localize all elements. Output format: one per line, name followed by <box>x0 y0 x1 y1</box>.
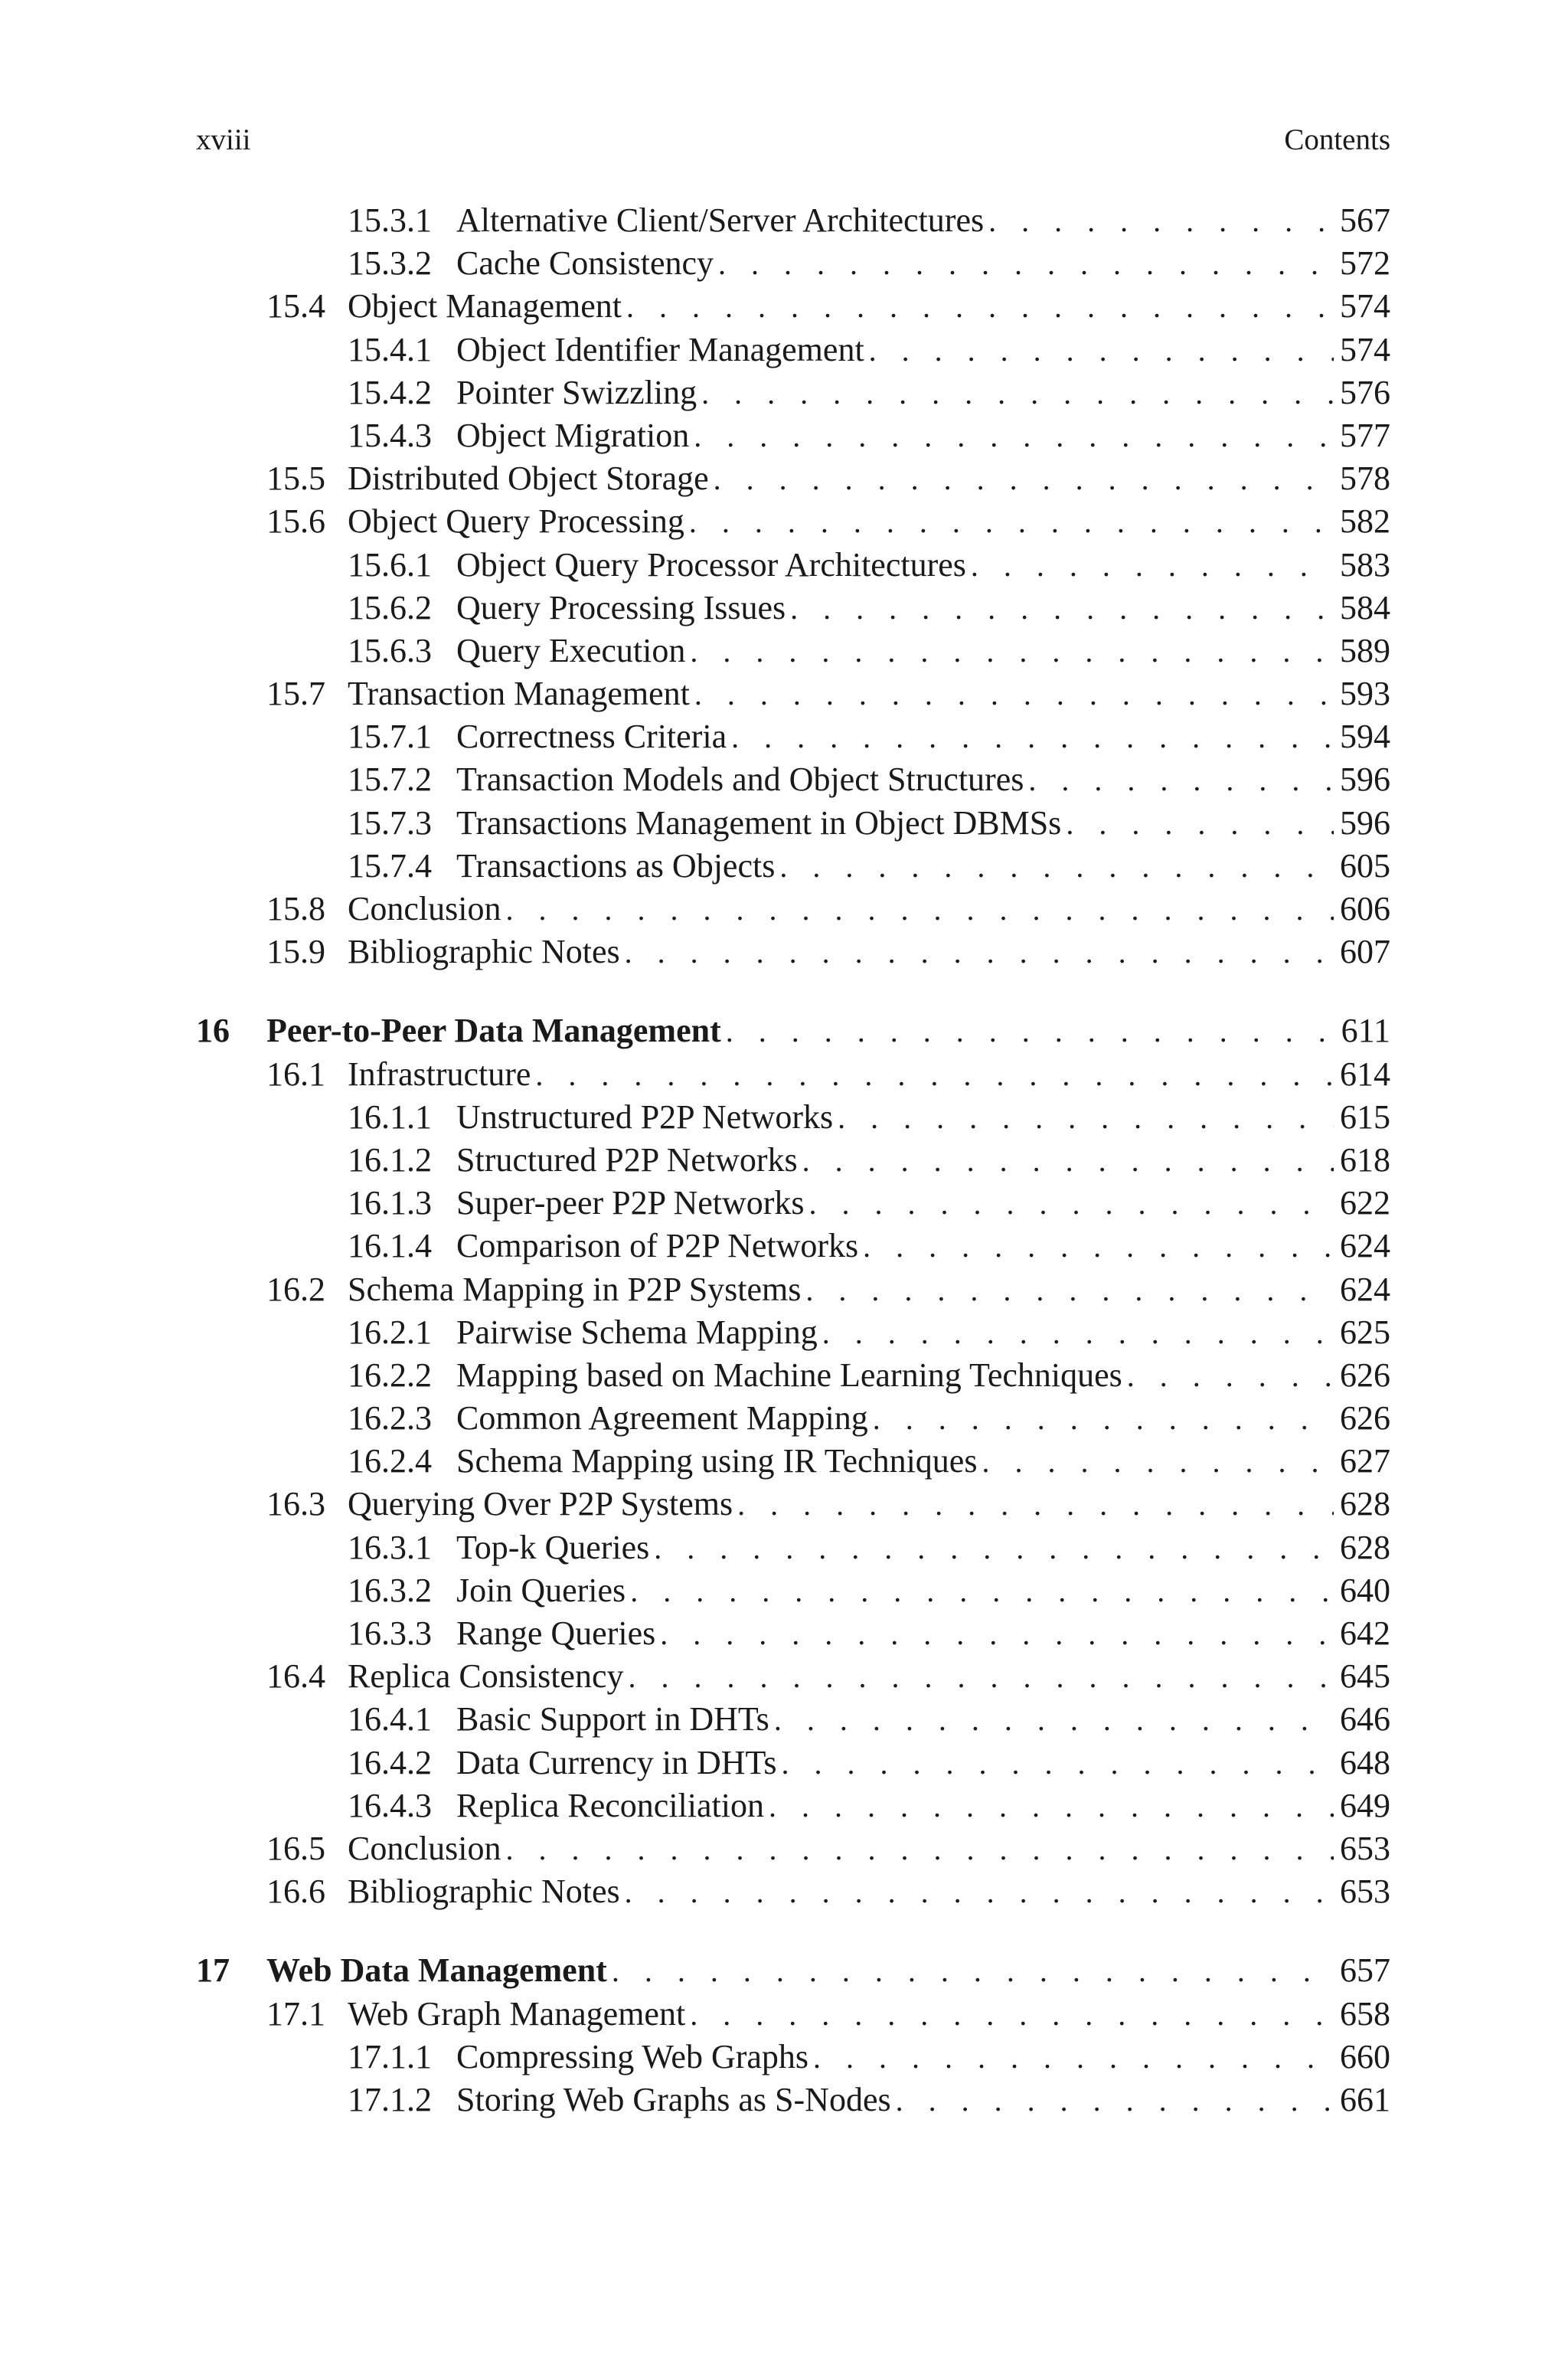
toc-entry-number: 15.7.3 <box>348 803 432 842</box>
toc-entry-page: 640 <box>1334 1569 1390 1612</box>
dot-leader <box>802 1140 1334 1182</box>
toc-entry[interactable] <box>196 371 1390 414</box>
toc-entry-number: 15.6 <box>266 502 325 541</box>
toc-entry-page: 646 <box>1334 1698 1390 1741</box>
toc-entry[interactable] <box>196 1440 1390 1483</box>
toc-entry-line <box>456 1440 1390 1483</box>
toc-entry-number: 15.7 <box>266 675 325 713</box>
toc-entry-page: 618 <box>1334 1139 1390 1182</box>
dot-leader <box>629 1656 1334 1699</box>
toc-entry-number: 16.2.4 <box>348 1442 432 1480</box>
toc-entry-title: Structured P2P Networks <box>456 1139 802 1182</box>
toc-entry-line <box>456 1569 1390 1613</box>
toc-entry-page: 607 <box>1334 931 1390 973</box>
toc-entry-page: 574 <box>1334 329 1390 371</box>
toc-entry-number: 15.4.2 <box>348 373 432 411</box>
dot-leader <box>1028 759 1334 802</box>
toc-entry-number: 15.4.3 <box>348 416 432 454</box>
toc-entry-page: 593 <box>1334 672 1390 715</box>
toc-entry-line <box>266 1009 1390 1053</box>
toc-entry-number: 16.5 <box>266 1829 325 1867</box>
toc-entry-line <box>348 1655 1390 1699</box>
toc-entry[interactable] <box>196 1053 1390 1096</box>
toc-entry-line <box>456 845 1390 888</box>
dot-leader <box>694 673 1334 716</box>
toc-entry-title: Object Identifier Management <box>456 329 869 371</box>
toc-entry-page: 596 <box>1334 758 1390 801</box>
dot-leader <box>1127 1355 1334 1398</box>
toc-entry-title: Basic Support in DHTs <box>456 1698 774 1741</box>
toc-entry-number: 15.8 <box>266 890 325 927</box>
toc-entry-page: 653 <box>1334 1870 1390 1913</box>
dot-leader <box>988 200 1334 243</box>
toc-entry-page: 614 <box>1334 1053 1390 1096</box>
toc-entry-number: 16.3.2 <box>348 1571 432 1609</box>
toc-entry-title: Conclusion <box>348 888 505 931</box>
toc-entry-title: Pairwise Schema Mapping <box>456 1311 822 1354</box>
toc-entry-page: 589 <box>1334 630 1390 672</box>
dot-leader <box>896 2079 1334 2122</box>
toc-entry[interactable] <box>196 1784 1390 1827</box>
toc-entry-title: Compressing Web Graphs <box>456 2036 813 2079</box>
dot-leader <box>660 1613 1334 1656</box>
toc-entry-title: Transaction Models and Object Structures <box>456 758 1028 801</box>
toc-entry-line <box>348 1483 1390 1526</box>
toc-entry[interactable] <box>196 1354 1390 1397</box>
toc-entry-line <box>456 544 1390 587</box>
toc-entry-number: 16.1.2 <box>348 1140 432 1179</box>
toc-entry-line <box>456 2079 1390 2122</box>
toc-entry-title: Comparison of P2P Networks <box>456 1225 863 1268</box>
dot-leader <box>718 243 1334 286</box>
dot-leader <box>625 931 1334 974</box>
toc-entry[interactable] <box>196 1311 1390 1354</box>
toc-entry[interactable] <box>196 1993 1390 2036</box>
toc-entry-title: Pointer Swizzling <box>456 371 701 414</box>
dot-leader <box>982 1441 1334 1483</box>
toc-entry-page: 615 <box>1334 1096 1390 1139</box>
toc-entry[interactable] <box>196 2079 1390 2121</box>
toc-entry-title: Cache Consistency <box>456 242 718 285</box>
toc-entry[interactable] <box>196 802 1390 845</box>
toc-entry-line <box>456 758 1390 802</box>
toc-entry-number: 17 <box>196 1951 230 1990</box>
toc-entry-line <box>456 1526 1390 1570</box>
toc-entry[interactable] <box>196 630 1390 672</box>
toc-entry[interactable] <box>196 285 1390 328</box>
toc-entry[interactable] <box>196 931 1390 973</box>
toc-entry-line <box>456 1612 1390 1656</box>
toc-entry-number: 16.1.1 <box>348 1097 432 1136</box>
dot-leader <box>774 1699 1334 1742</box>
dot-leader <box>535 1054 1334 1097</box>
toc-entry-number: 17.1.2 <box>348 2080 432 2118</box>
toc-entry-page: 642 <box>1334 1612 1390 1655</box>
toc-entry-number: 15.3.1 <box>348 201 432 239</box>
toc-entry-line <box>348 931 1390 974</box>
page-header <box>196 123 1390 161</box>
toc-entry-title: Object Query Processor Architectures <box>456 544 971 587</box>
dot-leader <box>790 587 1334 630</box>
toc-entry-page: 624 <box>1334 1268 1390 1311</box>
toc-entry-line <box>348 672 1390 716</box>
dot-leader <box>838 1097 1334 1140</box>
toc-entry-line <box>456 1139 1390 1182</box>
toc-entry-page: 648 <box>1334 1742 1390 1784</box>
toc-entry-title: Object Management <box>348 285 626 328</box>
dot-leader <box>971 545 1334 587</box>
toc-entry-title: Schema Mapping in P2P Systems <box>348 1268 805 1311</box>
toc-entry[interactable] <box>196 888 1390 931</box>
dot-leader <box>869 329 1334 372</box>
toc-entry-page: 628 <box>1334 1526 1390 1569</box>
toc-entry[interactable] <box>196 587 1390 630</box>
toc-entry-title: Correctness Criteria <box>456 715 731 758</box>
toc-entry-line <box>456 1784 1390 1828</box>
toc-entry-line <box>456 1397 1390 1441</box>
toc-entry-page: 626 <box>1334 1397 1390 1440</box>
toc-entry[interactable] <box>196 199 1390 242</box>
toc-entry-number: 16 <box>196 1012 230 1050</box>
toc-entry-page: 658 <box>1334 1993 1390 2036</box>
toc-entry-number: 16.3.1 <box>348 1528 432 1566</box>
toc-entry-line <box>348 1268 1390 1312</box>
toc-entry[interactable] <box>196 500 1390 543</box>
dot-leader <box>654 1527 1334 1570</box>
toc-entry-page: 582 <box>1334 500 1390 543</box>
toc-entry-line <box>456 1182 1390 1225</box>
toc-entry[interactable] <box>196 1742 1390 1784</box>
toc-entry-title: Bibliographic Notes <box>348 931 625 973</box>
toc-entry-title: Transactions as Objects <box>456 845 779 888</box>
toc-entry-page: 594 <box>1334 715 1390 758</box>
toc-entry-line <box>456 2036 1390 2079</box>
toc-entry-title: Web Data Management <box>266 1949 612 1992</box>
toc-entry-page: 611 <box>1335 1009 1390 1052</box>
toc-entry-line <box>348 1870 1390 1914</box>
dot-leader <box>714 458 1334 501</box>
dot-leader <box>612 1950 1334 1993</box>
toc-entry-page: 577 <box>1334 414 1390 457</box>
toc-entry[interactable] <box>196 845 1390 888</box>
toc-entry-line <box>456 1698 1390 1742</box>
toc-entry-title: Bibliographic Notes <box>348 1870 625 1913</box>
toc-entry[interactable] <box>196 1483 1390 1526</box>
dot-leader <box>626 286 1334 329</box>
toc-entry[interactable] <box>196 1655 1390 1698</box>
toc-entry-line <box>348 500 1390 544</box>
dot-leader <box>813 2036 1334 2079</box>
toc-entry-number: 16.4.1 <box>348 1700 432 1739</box>
toc-entry-page: 596 <box>1334 802 1390 845</box>
toc-entry-line <box>456 1311 1390 1355</box>
toc-chapter-entry[interactable] <box>196 1009 1390 1052</box>
toc-entry[interactable] <box>196 672 1390 715</box>
toc-entry[interactable] <box>196 1225 1390 1268</box>
toc-entry-page: 628 <box>1334 1483 1390 1526</box>
toc-entry[interactable] <box>196 544 1390 587</box>
toc-entry-title: Querying Over P2P Systems <box>348 1483 737 1526</box>
toc-entry-line <box>348 1053 1390 1097</box>
toc-entry-line <box>348 285 1390 329</box>
toc-entry[interactable] <box>196 1182 1390 1225</box>
toc-entry-line <box>266 1949 1390 1993</box>
dot-leader <box>1066 803 1334 846</box>
running-head: Contents <box>1284 123 1390 156</box>
toc-entry-line <box>456 1354 1390 1398</box>
toc-entry-number: 15.6.1 <box>348 545 432 584</box>
toc-entry-title: Transactions Management in Object DBMSs <box>456 802 1066 845</box>
toc-entry-title: Transaction Management <box>348 672 694 715</box>
toc-entry-number: 17.1 <box>266 1994 325 2033</box>
toc-entry-title: Range Queries <box>456 1612 660 1655</box>
toc-entry-page: 605 <box>1334 845 1390 888</box>
toc-entry-number: 15.7.2 <box>348 761 432 799</box>
toc-entry-number: 16.1.3 <box>348 1184 432 1222</box>
toc-entry-title: Query Execution <box>456 630 690 672</box>
toc-entry-line <box>456 414 1390 458</box>
toc-entry-page: 645 <box>1334 1655 1390 1698</box>
toc-entry-page: 584 <box>1334 587 1390 630</box>
toc-entry-page: 606 <box>1334 888 1390 931</box>
toc-entry-line <box>348 1827 1390 1871</box>
toc-entry-title: Replica Consistency <box>348 1655 629 1698</box>
toc-entry-page: 649 <box>1334 1784 1390 1827</box>
dot-leader <box>625 1871 1334 1914</box>
toc-entry-page: 622 <box>1334 1182 1390 1225</box>
dot-leader <box>690 1994 1334 2036</box>
toc-entry-page: 567 <box>1334 199 1390 242</box>
toc-entry-line <box>456 630 1390 673</box>
toc-entry-line <box>456 1742 1390 1785</box>
toc-entry-title: Object Migration <box>456 414 694 457</box>
dot-leader <box>505 888 1334 931</box>
toc-entry-title: Common Agreement Mapping <box>456 1397 873 1440</box>
dot-leader <box>769 1785 1334 1828</box>
toc-entry-title: Replica Reconciliation <box>456 1784 769 1827</box>
toc-entry-page: 661 <box>1334 2079 1390 2121</box>
toc-entry[interactable] <box>196 1569 1390 1612</box>
dot-leader <box>809 1182 1334 1225</box>
toc-entry-line <box>456 1096 1390 1140</box>
toc-entry[interactable] <box>196 1698 1390 1741</box>
dot-leader <box>805 1269 1334 1312</box>
toc-entry-title: Unstructured P2P Networks <box>456 1096 838 1139</box>
toc-entry-line <box>456 199 1390 243</box>
dot-leader <box>737 1483 1334 1526</box>
toc-entry-line <box>456 329 1390 372</box>
toc-chapter-entry[interactable] <box>196 1949 1390 1992</box>
toc-entry-number: 16.2.2 <box>348 1356 432 1394</box>
toc-entry[interactable] <box>196 414 1390 457</box>
toc-entry-title: Conclusion <box>348 1827 505 1870</box>
toc-entry-title: Distributed Object Storage <box>348 457 714 500</box>
toc-entry-title: Infrastructure <box>348 1053 535 1096</box>
toc-entry-line <box>348 1993 1390 2036</box>
dot-leader <box>863 1225 1334 1268</box>
toc-entry-title: Top-k Queries <box>456 1526 654 1569</box>
dot-leader <box>690 630 1334 673</box>
toc-entry-line <box>456 715 1390 759</box>
toc-entry[interactable] <box>196 1397 1390 1440</box>
toc-entry-line <box>456 371 1390 415</box>
toc-entry[interactable] <box>196 1096 1390 1139</box>
toc-entry[interactable] <box>196 457 1390 500</box>
toc-entry-number: 16.2.3 <box>348 1399 432 1438</box>
toc-entry-number: 15.4.1 <box>348 330 432 368</box>
toc-entry-number: 15.4 <box>266 287 325 325</box>
toc-entry-line <box>456 587 1390 630</box>
page-number: xviii <box>196 123 251 156</box>
toc-entry[interactable] <box>196 1870 1390 1913</box>
toc-entry-title: Web Graph Management <box>348 1993 690 2036</box>
toc-entry-number: 15.9 <box>266 933 325 971</box>
toc-entry[interactable] <box>196 242 1390 285</box>
toc-entry-number: 16.3 <box>266 1485 325 1523</box>
toc-entry-page: 576 <box>1334 371 1390 414</box>
dot-leader <box>701 372 1334 415</box>
toc-entry-title: Alternative Client/Server Architectures <box>456 199 988 242</box>
toc-entry-number: 16.2.1 <box>348 1313 432 1351</box>
toc-entry[interactable] <box>196 329 1390 371</box>
toc-entry[interactable] <box>196 758 1390 801</box>
toc-entry-number: 15.6.2 <box>348 588 432 626</box>
toc-entry-line <box>348 888 1390 931</box>
toc-entry-number: 16.1.4 <box>348 1227 432 1265</box>
toc-entry-number: 15.7.4 <box>348 846 432 885</box>
toc-entry-number: 15.6.3 <box>348 631 432 669</box>
toc-entry-title: Join Queries <box>456 1569 630 1612</box>
toc-entry-number: 16.3.3 <box>348 1614 432 1652</box>
toc-entry-number: 16.4.2 <box>348 1743 432 1781</box>
toc-entry[interactable] <box>196 1612 1390 1655</box>
toc-entry-number: 16.4 <box>266 1657 325 1696</box>
toc-entry-page: 625 <box>1334 1311 1390 1354</box>
toc-entry-page: 624 <box>1334 1225 1390 1268</box>
toc-entry-page: 578 <box>1334 457 1390 500</box>
toc-entry-number: 16.1 <box>266 1055 325 1093</box>
toc-entry-line <box>348 457 1390 501</box>
dot-leader <box>694 415 1334 458</box>
toc-entry[interactable] <box>196 1827 1390 1870</box>
toc-entry[interactable] <box>196 2036 1390 2079</box>
toc-entry-title: Object Query Processing <box>348 500 689 543</box>
dot-leader <box>779 846 1334 888</box>
toc-entry[interactable] <box>196 715 1390 758</box>
toc-entry-number: 15.7.1 <box>348 718 432 756</box>
dot-leader <box>505 1828 1334 1871</box>
toc-entry-page: 657 <box>1334 1949 1390 1992</box>
toc-entry-line <box>456 802 1390 846</box>
toc-entry-page: 574 <box>1334 285 1390 328</box>
dot-leader <box>630 1570 1334 1613</box>
toc-entry-number: 15.3.2 <box>348 244 432 283</box>
toc-entry-line <box>456 1225 1390 1268</box>
toc-entry-number: 16.2 <box>266 1270 325 1308</box>
toc-entry-page: 572 <box>1334 242 1390 285</box>
toc-entry[interactable] <box>196 1139 1390 1182</box>
toc-entry-title: Peer-to-Peer Data Management <box>266 1009 726 1052</box>
toc-entry-title: Storing Web Graphs as S-Nodes <box>456 2079 896 2121</box>
dot-leader <box>873 1398 1334 1441</box>
toc-entry-title: Query Processing Issues <box>456 587 790 630</box>
dot-leader <box>726 1010 1335 1053</box>
dot-leader <box>822 1312 1334 1355</box>
toc-entry[interactable] <box>196 1268 1390 1311</box>
toc-entry-page: 653 <box>1334 1827 1390 1870</box>
table-of-contents <box>196 199 1390 2121</box>
toc-entry-line <box>456 242 1390 286</box>
dot-leader <box>689 501 1334 544</box>
toc-entry-title: Schema Mapping using IR Techniques <box>456 1440 982 1483</box>
toc-entry-title: Data Currency in DHTs <box>456 1742 781 1784</box>
toc-entry-number: 16.6 <box>266 1873 325 1911</box>
toc-entry-number: 17.1.1 <box>348 2037 432 2075</box>
toc-entry-number: 16.4.3 <box>348 1786 432 1824</box>
toc-entry-page: 583 <box>1334 544 1390 587</box>
toc-entry-title: Mapping based on Machine Learning Techniques <box>456 1354 1127 1397</box>
dot-leader <box>731 716 1334 759</box>
dot-leader <box>781 1742 1334 1785</box>
toc-entry[interactable] <box>196 1526 1390 1569</box>
toc-entry-title: Super-peer P2P Networks <box>456 1182 809 1225</box>
toc-entry-page: 660 <box>1334 2036 1390 2079</box>
toc-entry-number: 15.5 <box>266 460 325 498</box>
toc-entry-page: 626 <box>1334 1354 1390 1397</box>
toc-entry-page: 627 <box>1334 1440 1390 1483</box>
